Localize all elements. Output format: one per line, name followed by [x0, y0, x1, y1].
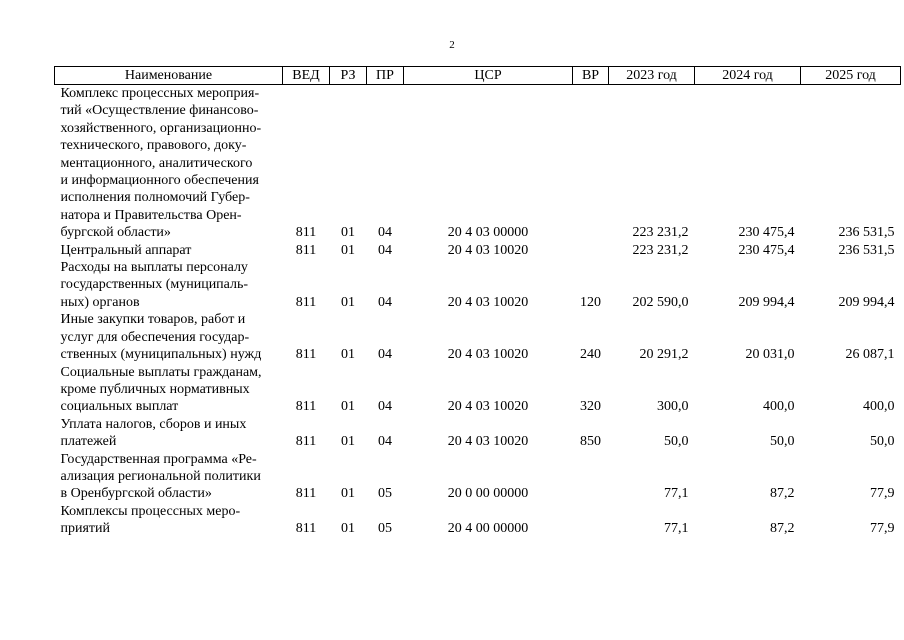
cell-y2023: 77,1	[664, 521, 689, 537]
header-csr: ЦСР	[404, 67, 573, 85]
row-name	[55, 242, 283, 259]
row-name-line: ментационного, аналитического	[60, 155, 253, 171]
cell-rz: 01	[341, 225, 355, 241]
cell-csr: 20 4 03 00000	[447, 225, 529, 241]
cell-pr: 04	[378, 434, 392, 450]
row-name-line: Комплекс процессных мероприя-	[60, 86, 260, 101]
cell-y2025: 209 994,4	[838, 294, 895, 310]
table-body	[55, 85, 901, 538]
cell-vr	[573, 85, 609, 242]
cell-rz: 01	[341, 242, 355, 258]
header-row	[55, 67, 901, 85]
cell-csr: 20 4 03 10020	[447, 399, 529, 415]
cell-pr: 05	[378, 521, 392, 537]
cell-ved: 811	[295, 347, 317, 363]
cell-y2023: 202 590,0	[632, 294, 689, 310]
cell-y2024: 20 031,0	[745, 347, 795, 363]
cell-y2025: 236 531,5	[838, 225, 895, 241]
cell-y2024: 87,2	[770, 486, 795, 502]
row-name-line: натора и Правительства Орен-	[60, 207, 242, 223]
cell-csr: 20 4 03 10020	[447, 347, 529, 363]
header-pr: ПР	[367, 67, 404, 85]
cell-y2023: 77,1	[664, 486, 689, 502]
row-name-line: Уплата налогов, сборов и иных	[60, 416, 247, 432]
table-row	[55, 364, 901, 416]
cell-ved: 811	[295, 225, 317, 241]
cell-rz: 01	[341, 486, 355, 502]
row-name-line: Социальные выплаты гражданам,	[60, 364, 262, 380]
budget-table	[54, 66, 901, 538]
row-name-line: услуг для обеспечения государ-	[60, 329, 250, 345]
cell-pr: 05	[378, 486, 392, 502]
cell-y2025: 236 531,5	[838, 242, 895, 258]
row-name-line: государственных (муниципаль-	[60, 277, 249, 293]
table-row	[55, 311, 901, 363]
cell-y2023: 50,0	[664, 434, 689, 450]
cell-pr: 04	[378, 399, 392, 415]
table-row	[55, 85, 901, 242]
cell-y2024: 230 475,4	[738, 225, 795, 241]
header-name: Наименование	[55, 67, 283, 85]
table-header	[55, 67, 901, 85]
row-name-line: и информационного обеспечения	[60, 173, 259, 189]
header-2025: 2025 год	[801, 67, 901, 85]
cell-y2023: 223 231,2	[632, 225, 689, 241]
table-row	[55, 451, 901, 503]
cell-ved: 811	[295, 486, 317, 502]
cell-vr	[573, 451, 609, 503]
row-name-line: исполнения полномочий Губер-	[60, 190, 250, 206]
cell-rz: 01	[341, 521, 355, 537]
cell-pr: 04	[378, 294, 392, 310]
row-name	[55, 503, 283, 538]
cell-rz: 01	[341, 434, 355, 450]
row-name-line: приятий	[60, 521, 111, 537]
cell-y2024: 50,0	[770, 434, 795, 450]
cell-y2025: 26 087,1	[845, 347, 895, 363]
row-name-line: технического, правового, доку-	[60, 138, 247, 154]
cell-pr: 04	[378, 225, 392, 241]
row-name-line: Центральный аппарат	[60, 242, 192, 258]
row-name-line: кроме публичных нормативных	[60, 381, 250, 397]
header-2024: 2024 год	[695, 67, 801, 85]
cell-vr: 240	[580, 347, 601, 363]
row-name	[55, 416, 283, 451]
cell-vr: 320	[580, 399, 601, 415]
cell-csr: 20 4 03 10020	[447, 434, 529, 450]
cell-ved: 811	[295, 521, 317, 537]
cell-csr: 20 4 03 10020	[447, 294, 529, 310]
cell-ved: 811	[295, 399, 317, 415]
header-rz: РЗ	[330, 67, 367, 85]
cell-ved: 811	[295, 242, 317, 258]
cell-vr: 120	[580, 294, 601, 310]
row-name-line: бургской области»	[60, 225, 171, 241]
cell-y2024: 87,2	[770, 521, 795, 537]
cell-y2023: 20 291,2	[639, 347, 689, 363]
row-name-line: ных) органов	[60, 294, 140, 310]
row-name-line: тий «Осуществление финансово-	[60, 103, 259, 119]
row-name-line: Расходы на выплаты персоналу	[60, 260, 248, 276]
cell-rz: 01	[341, 347, 355, 363]
cell-y2024: 400,0	[763, 399, 795, 415]
cell-pr: 04	[378, 242, 392, 258]
cell-y2024: 230 475,4	[738, 242, 795, 258]
header-vr: ВР	[573, 67, 609, 85]
row-name	[55, 451, 283, 503]
cell-csr: 20 0 00 00000	[447, 486, 529, 502]
cell-pr: 04	[378, 347, 392, 363]
cell-rz: 01	[341, 399, 355, 415]
cell-vr	[573, 503, 609, 538]
row-name	[55, 311, 283, 363]
page-number: 2	[449, 39, 455, 51]
row-name	[55, 85, 283, 242]
header-2023: 2023 год	[609, 67, 695, 85]
cell-csr: 20 4 03 10020	[447, 242, 529, 258]
header-ved: ВЕД	[283, 67, 330, 85]
cell-y2023: 300,0	[657, 399, 689, 415]
row-name-line: ализация региональной политики	[60, 468, 261, 484]
cell-vr	[573, 242, 609, 259]
row-name-line: хозяйственного, организационно-	[60, 120, 262, 136]
cell-ved: 811	[295, 434, 317, 450]
row-name-line: Иные закупки товаров, работ и	[60, 312, 246, 328]
row-name-line: социальных выплат	[60, 399, 179, 415]
row-name	[55, 259, 283, 311]
cell-ved: 811	[295, 294, 317, 310]
row-name-line: Комплексы процессных меро-	[60, 503, 241, 519]
cell-y2024: 209 994,4	[738, 294, 795, 310]
cell-csr: 20 4 00 00000	[447, 521, 529, 537]
table-row	[55, 242, 901, 259]
row-name-line: платежей	[60, 434, 117, 450]
cell-vr: 850	[580, 434, 601, 450]
table-row	[55, 503, 901, 538]
row-name-line: Государственная программа «Ре-	[60, 451, 257, 467]
table-row	[55, 416, 901, 451]
row-name-line: в Оренбургской области»	[60, 486, 212, 502]
cell-rz: 01	[341, 294, 355, 310]
cell-y2025: 77,9	[870, 486, 895, 502]
table-row	[55, 259, 901, 311]
cell-y2023: 223 231,2	[632, 242, 689, 258]
row-name	[55, 364, 283, 416]
row-name-line: ственных (муниципальных) нужд	[60, 347, 262, 363]
cell-y2025: 400,0	[863, 399, 895, 415]
cell-y2025: 50,0	[870, 434, 895, 450]
cell-y2025: 77,9	[870, 521, 895, 537]
